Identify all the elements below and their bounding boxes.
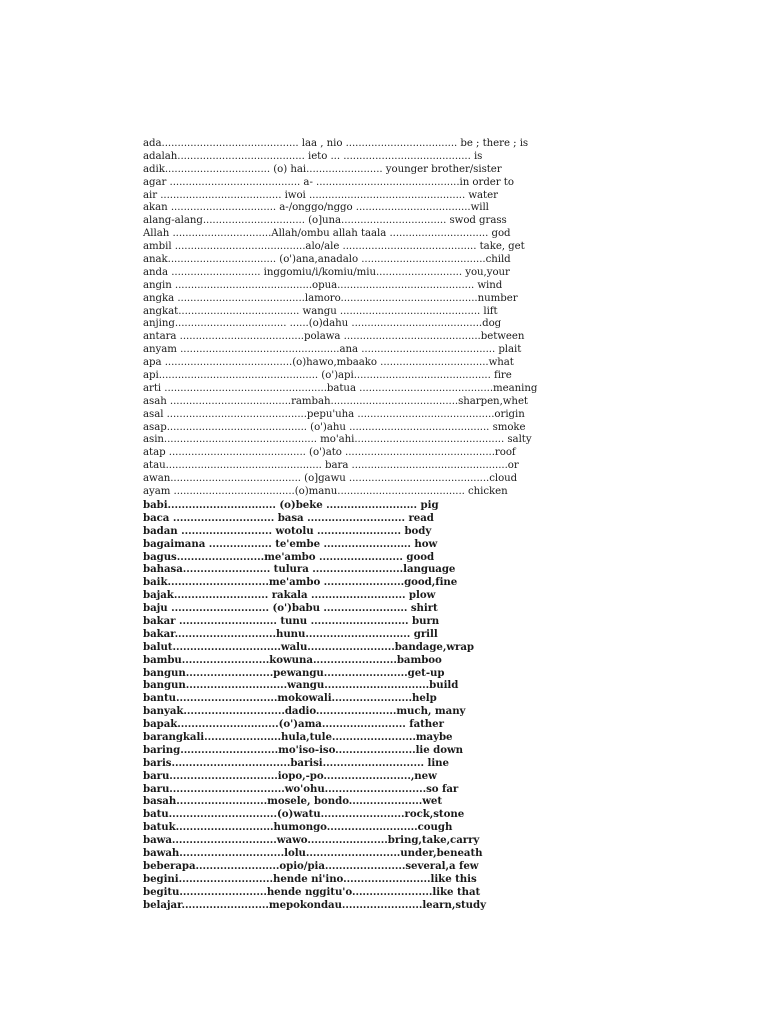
wordlist-entry: arti ...................................................batua ..........................................meaning	[143, 382, 538, 394]
wordlist-entry: apa ........................................(o)hawo,mbaako ..................................what	[143, 357, 514, 369]
wordlist-entry: asap............................................ (o')ahu ............................................ smoke	[143, 421, 526, 433]
wordlist-entry: badan .......................... wotolu ........................ body	[143, 524, 432, 537]
wordlist-entry: Allah ...............................Allah/ombu allah taala ............................... god	[143, 228, 511, 240]
wordlist-entry: baju ............................ (o')babu ........................ shirt	[143, 602, 438, 615]
wordlist-entry: bantu.............................mokowali.......................help	[143, 692, 437, 705]
wordlist-entry: begini...........................hende ni'ino.........................like this	[143, 872, 477, 885]
wordlist-entry: bapak.............................(o')ama........................ father	[143, 718, 444, 731]
wordlist-entry: baca ............................. basa ............................ read	[143, 511, 434, 524]
wordlist-entry: api.................................................. (o')api........................................... fire	[143, 370, 512, 382]
wordlist-entry: barangkali......................hula,tule........................maybe	[143, 730, 453, 743]
wordlist-entry: anjing................................... ......(o)dahu .........................................dog	[143, 318, 502, 330]
wordlist-entry: awan......................................... (o]gawu ............................................cloud	[143, 473, 518, 485]
wordlist-entry: atap ........................................... (o')ato ...............................................roof	[143, 447, 516, 459]
wordlist-entry: balut...............................walu.........................bandage,wrap	[143, 640, 474, 653]
wordlist-entry: batu...............................(o)watu........................rock,stone	[143, 808, 465, 821]
wordlist-entry: asal ............................................pepu'uha ...........................................origin	[143, 408, 525, 420]
wordlist-entry: bangun.........................pewangu........................get-up	[143, 666, 445, 679]
wordlist-entry: ayam ......................................(o)manu........................................ chicken	[143, 486, 508, 498]
wordlist-entry: angin ...........................................opua........................................... wind	[143, 279, 503, 291]
wordlist-entry: baik.............................me'ambo .......................good,fine	[143, 576, 458, 589]
wordlist-entry: adalah........................................ ieto ... ........................................ is	[143, 150, 483, 162]
wordlist-entry: asah ......................................rambah........................................sharpen,whet	[143, 395, 528, 407]
wordlist-entry: bawah..............................lolu...........................under,beneath	[143, 846, 483, 859]
wordlist-entry: atau................................................. bara .................................................or	[143, 460, 519, 472]
wordlist-entry: baru...............................iopo,-po.........................,new	[143, 769, 437, 782]
wordlist-entry: begitu.........................hende nggitu'o.......................like that	[143, 885, 481, 898]
wordlist-entry: ambil .........................................alo/ale .......................................... take, get	[143, 241, 525, 253]
wordlist-entry: bahasa......................... tulura ..........................language	[143, 563, 456, 576]
wordlist-entry: anak.................................. (o')ana,anadalo .......................................child	[143, 254, 511, 266]
wordlist-entry: anyam ..................................................ana .......................................... plait	[143, 344, 522, 356]
wordlist-entry: bakar.............................hunu.............................. grill	[143, 627, 438, 640]
wordlist-entry: alang-alang................................ (o]una................................. swod grass	[143, 215, 507, 227]
wordlist-entry: angkat...................................... wangu ............................................ lift	[143, 305, 498, 317]
wordlist-entry: angka ........................................lamoro...........................................number	[143, 292, 518, 304]
wordlist-entry: baru.................................wo'ohu.............................so far	[143, 782, 459, 795]
wordlist-entry: batuk............................humongo..........................cough	[143, 821, 453, 834]
wordlist-entry: bagus.........................me'ambo ........................ good	[143, 550, 435, 563]
wordlist-entry: bambu.........................kowuna........................bamboo	[143, 653, 442, 666]
wordlist-entry: babi............................... (o)beke .......................... pig	[143, 498, 439, 511]
wordlist-entry: beberapa........................opio/pia.......................several,a few	[143, 859, 479, 872]
wordlist-entry: bawa..............................wawo.......................bring,take,carry	[143, 834, 480, 847]
wordlist-entry: bangun.............................wangu..............................build	[143, 679, 459, 692]
wordlist-entry: basah..........................mosele, bondo.....................wet	[143, 795, 443, 808]
wordlist-entry: baris..................................barisi............................. line	[143, 756, 449, 769]
wordlist-entry: bagaimana .................. te'embe ......................... how	[143, 537, 438, 550]
wordlist-entry: antara .......................................polawa ...........................................between	[143, 331, 525, 343]
wordlist-entry: adik................................. (o) hai........................ younger brother/sister	[143, 163, 502, 175]
wordlist-entry: ada........................................... laa , nio ................................... be ; there ; is	[143, 138, 529, 149]
wordlist-entry: bakar ............................ tunu ............................ burn	[143, 614, 440, 627]
wordlist-entry: agar ......................................... a- .............................................in order to	[143, 176, 514, 188]
wordlist-entry: banyak.............................dadio.......................much, many	[143, 705, 466, 718]
wordlist-entry: asin................................................ mo'ahi............................................... salty	[143, 434, 532, 446]
wordlist-entry: akan ................................. a-/onggo/nggo ....................................will	[143, 202, 489, 214]
wordlist-entry: anda ............................ inggomiu/i/komiu/miu........................... you,your	[143, 266, 510, 278]
wordlist-entry: air ...................................... iwoi ................................................. water	[143, 189, 498, 201]
wordlist-entry: baring............................mo'iso-iso.......................lie down	[143, 743, 464, 756]
wordlist-entry: bajak........................... rakala ........................... plow	[143, 589, 436, 602]
wordlist	[143, 138, 583, 911]
wordlist-entry: belajar.........................mepokondau.......................learn,study	[143, 898, 486, 911]
